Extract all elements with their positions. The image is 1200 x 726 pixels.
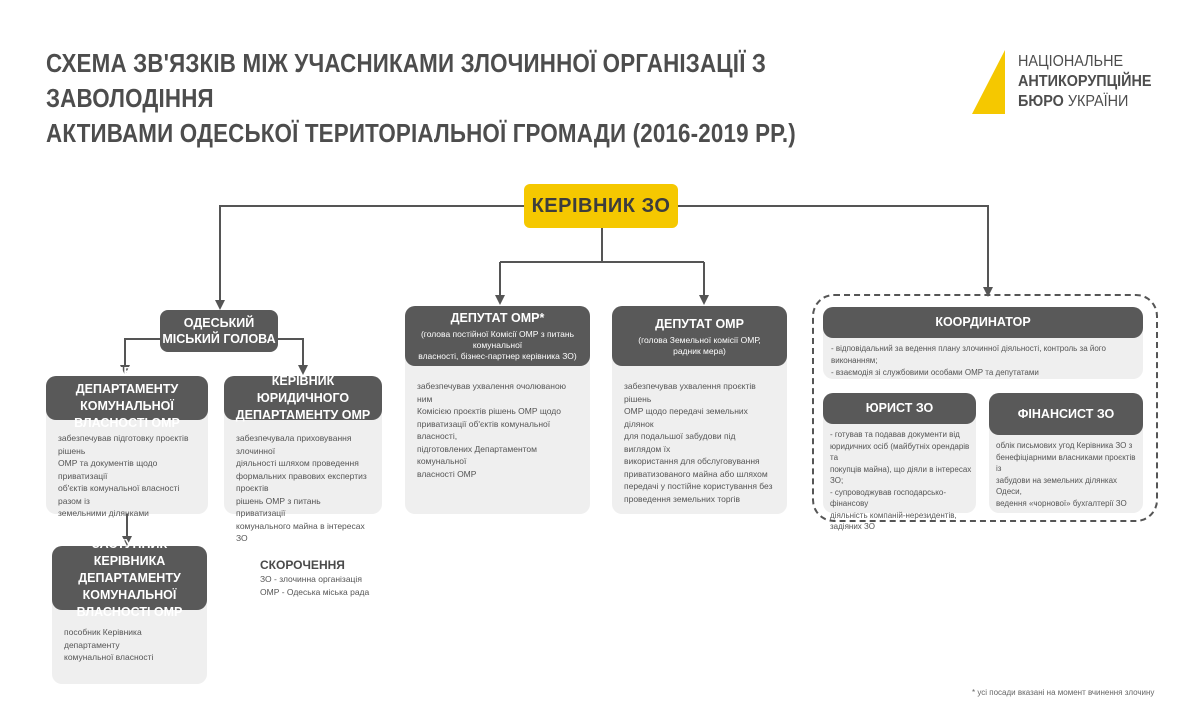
coordinator-desc: - відповідальний за ведення плану злочинної діяльності, контроль за його виконанням; - взаємодія зі службовими особами ОМР та депутатами (831, 344, 1106, 377)
deputy-1-title: ДЕПУТАТ ОМР* (голова постійної Комісії ОМР з питань комунальної власності, бізнес-партнер керівника ЗО) (405, 306, 590, 366)
deputy-dept-head-title: ЗАСТУПНИК КЕРІВНИКА ДЕПАРТАМЕНТУ КОМУНАЛЬНОЇ ВЛАСНОСТІ ОМР (52, 546, 207, 610)
connector-root-to-coordinator (678, 206, 988, 292)
deputy-2-desc: забезпечував ухвалення проєктів рішень ОМР щодо передачі земельних ділянок для подальшої забудови під виглядом їх використання для обслуговування приватизованого майна або шляхом передачі у постійне користування без проведення земельних торгів (624, 381, 773, 504)
dept-head-desc: забезпечував підготовку проєктів рішень ОМР та документів щодо приватизації об'єктів комунальної власності разом із земельними ділянками (58, 433, 189, 518)
financier-desc: облік письмових угод Керівника ЗО з бенефіціарними власниками проєктів із забудови на земельних ділянках Одеси, ведення «чорнової» бухгалтерії ЗО (996, 441, 1136, 508)
footnote: * усі посади вказані на момент вчинення злочину (972, 688, 1155, 697)
logo-line-1: НАЦІОНАЛЬНЕ (1018, 53, 1124, 70)
deputy-2-node (612, 306, 787, 514)
abbreviations-heading: СКОРОЧЕННЯ (260, 558, 345, 572)
legal-head-title: КЕРІВНИК ЮРИДИЧНОГО ДЕПАРТАМЕНТУ ОМР (224, 376, 382, 420)
connector-to-deputy-1 (500, 262, 704, 300)
root-node (524, 184, 678, 228)
deputy-1-subtitle: (голова постійної Комісії ОМР з питань комунальної власності, бізнес-партнер керівника ЗО) (418, 329, 577, 361)
financier-title: ФІНАНСИСТ ЗО (989, 393, 1143, 435)
abbreviation-item: ЗО - злочинна організація (260, 574, 362, 584)
abbreviation-item: ОМР - Одеська міська рада (260, 586, 370, 597)
coordinator-title: КООРДИНАТОР (823, 307, 1143, 338)
logo-line-2: АНТИКОРУПЦІЙНЕ (1018, 73, 1152, 90)
logo-line-3: БЮРО УКРАЇНИ (1018, 93, 1129, 110)
dept-head-node (46, 365, 208, 518)
deputy-dept-head-node (52, 536, 207, 684)
mayor-line-2: МІСЬКИЙ ГОЛОВА (162, 332, 276, 346)
connector-mayor-to-legal (278, 339, 303, 370)
abbreviations-legend (260, 557, 369, 598)
financier-node (989, 393, 1143, 513)
lawyer-title: ЮРИСТ ЗО (823, 393, 976, 424)
deputy-1-desc: забезпечував ухвалення очолюваною ним Комісією проєктів рішень ОМР щодо приватизації об'єктів комунальної власності, підготовлених Департаментом комунальної власності ОМР (417, 381, 567, 479)
deputy-2-title: ДЕПУТАТ ОМР (голова Земельної комісії ОМР, радник мера) (612, 306, 787, 366)
coordinator-node (823, 307, 1143, 379)
lawyer-desc: - готував та подавав документи від юридичних осіб (майбутніх орендарів та покупців майна), що діяли в інтересах ЗО; - супроводжував господарсько-фінансову діяльність компаній-нерезидентів, задіяних ЗО (830, 430, 972, 531)
dept-head-title: КЕРІВНИК ДЕПАРТАМЕНТУ КОМУНАЛЬНОЇ ВЛАСНОСТІ ОМР (46, 376, 208, 420)
lawyer-node (823, 393, 976, 531)
deputy-dept-head-desc: пособник Керівника департаменту комунальної власності (64, 627, 154, 662)
page-title-line-2: АКТИВАМИ ОДЕСЬКОЇ ТЕРИТОРІАЛЬНОЇ ГРОМАДИ (2016-2019 РР.) (46, 118, 796, 148)
connector-root-to-mayor (220, 206, 524, 305)
legal-head-desc: забезпечувала приховування злочинної діяльності шляхом проведення формальних правових експертиз проєктів рішень ОМР з питань приватизації комунального майна в інтересах ЗО (236, 433, 367, 543)
legal-head-node (224, 373, 382, 543)
deputy-1-node (405, 306, 590, 514)
root-label: КЕРІВНИК ЗО (531, 194, 671, 217)
page-title-line-1: СХЕМА ЗВ'ЯЗКІВ МІЖ УЧАСНИКАМИ ЗЛОЧИННОЇ ОРГАНІЗАЦІЇ З ЗАВОЛОДІННЯ (46, 48, 767, 113)
mayor-line-1: ОДЕСЬКИЙ (183, 316, 255, 330)
mayor-node (160, 310, 278, 352)
deputy-2-subtitle: (голова Земельної комісії ОМР, радник мера) (638, 334, 761, 356)
